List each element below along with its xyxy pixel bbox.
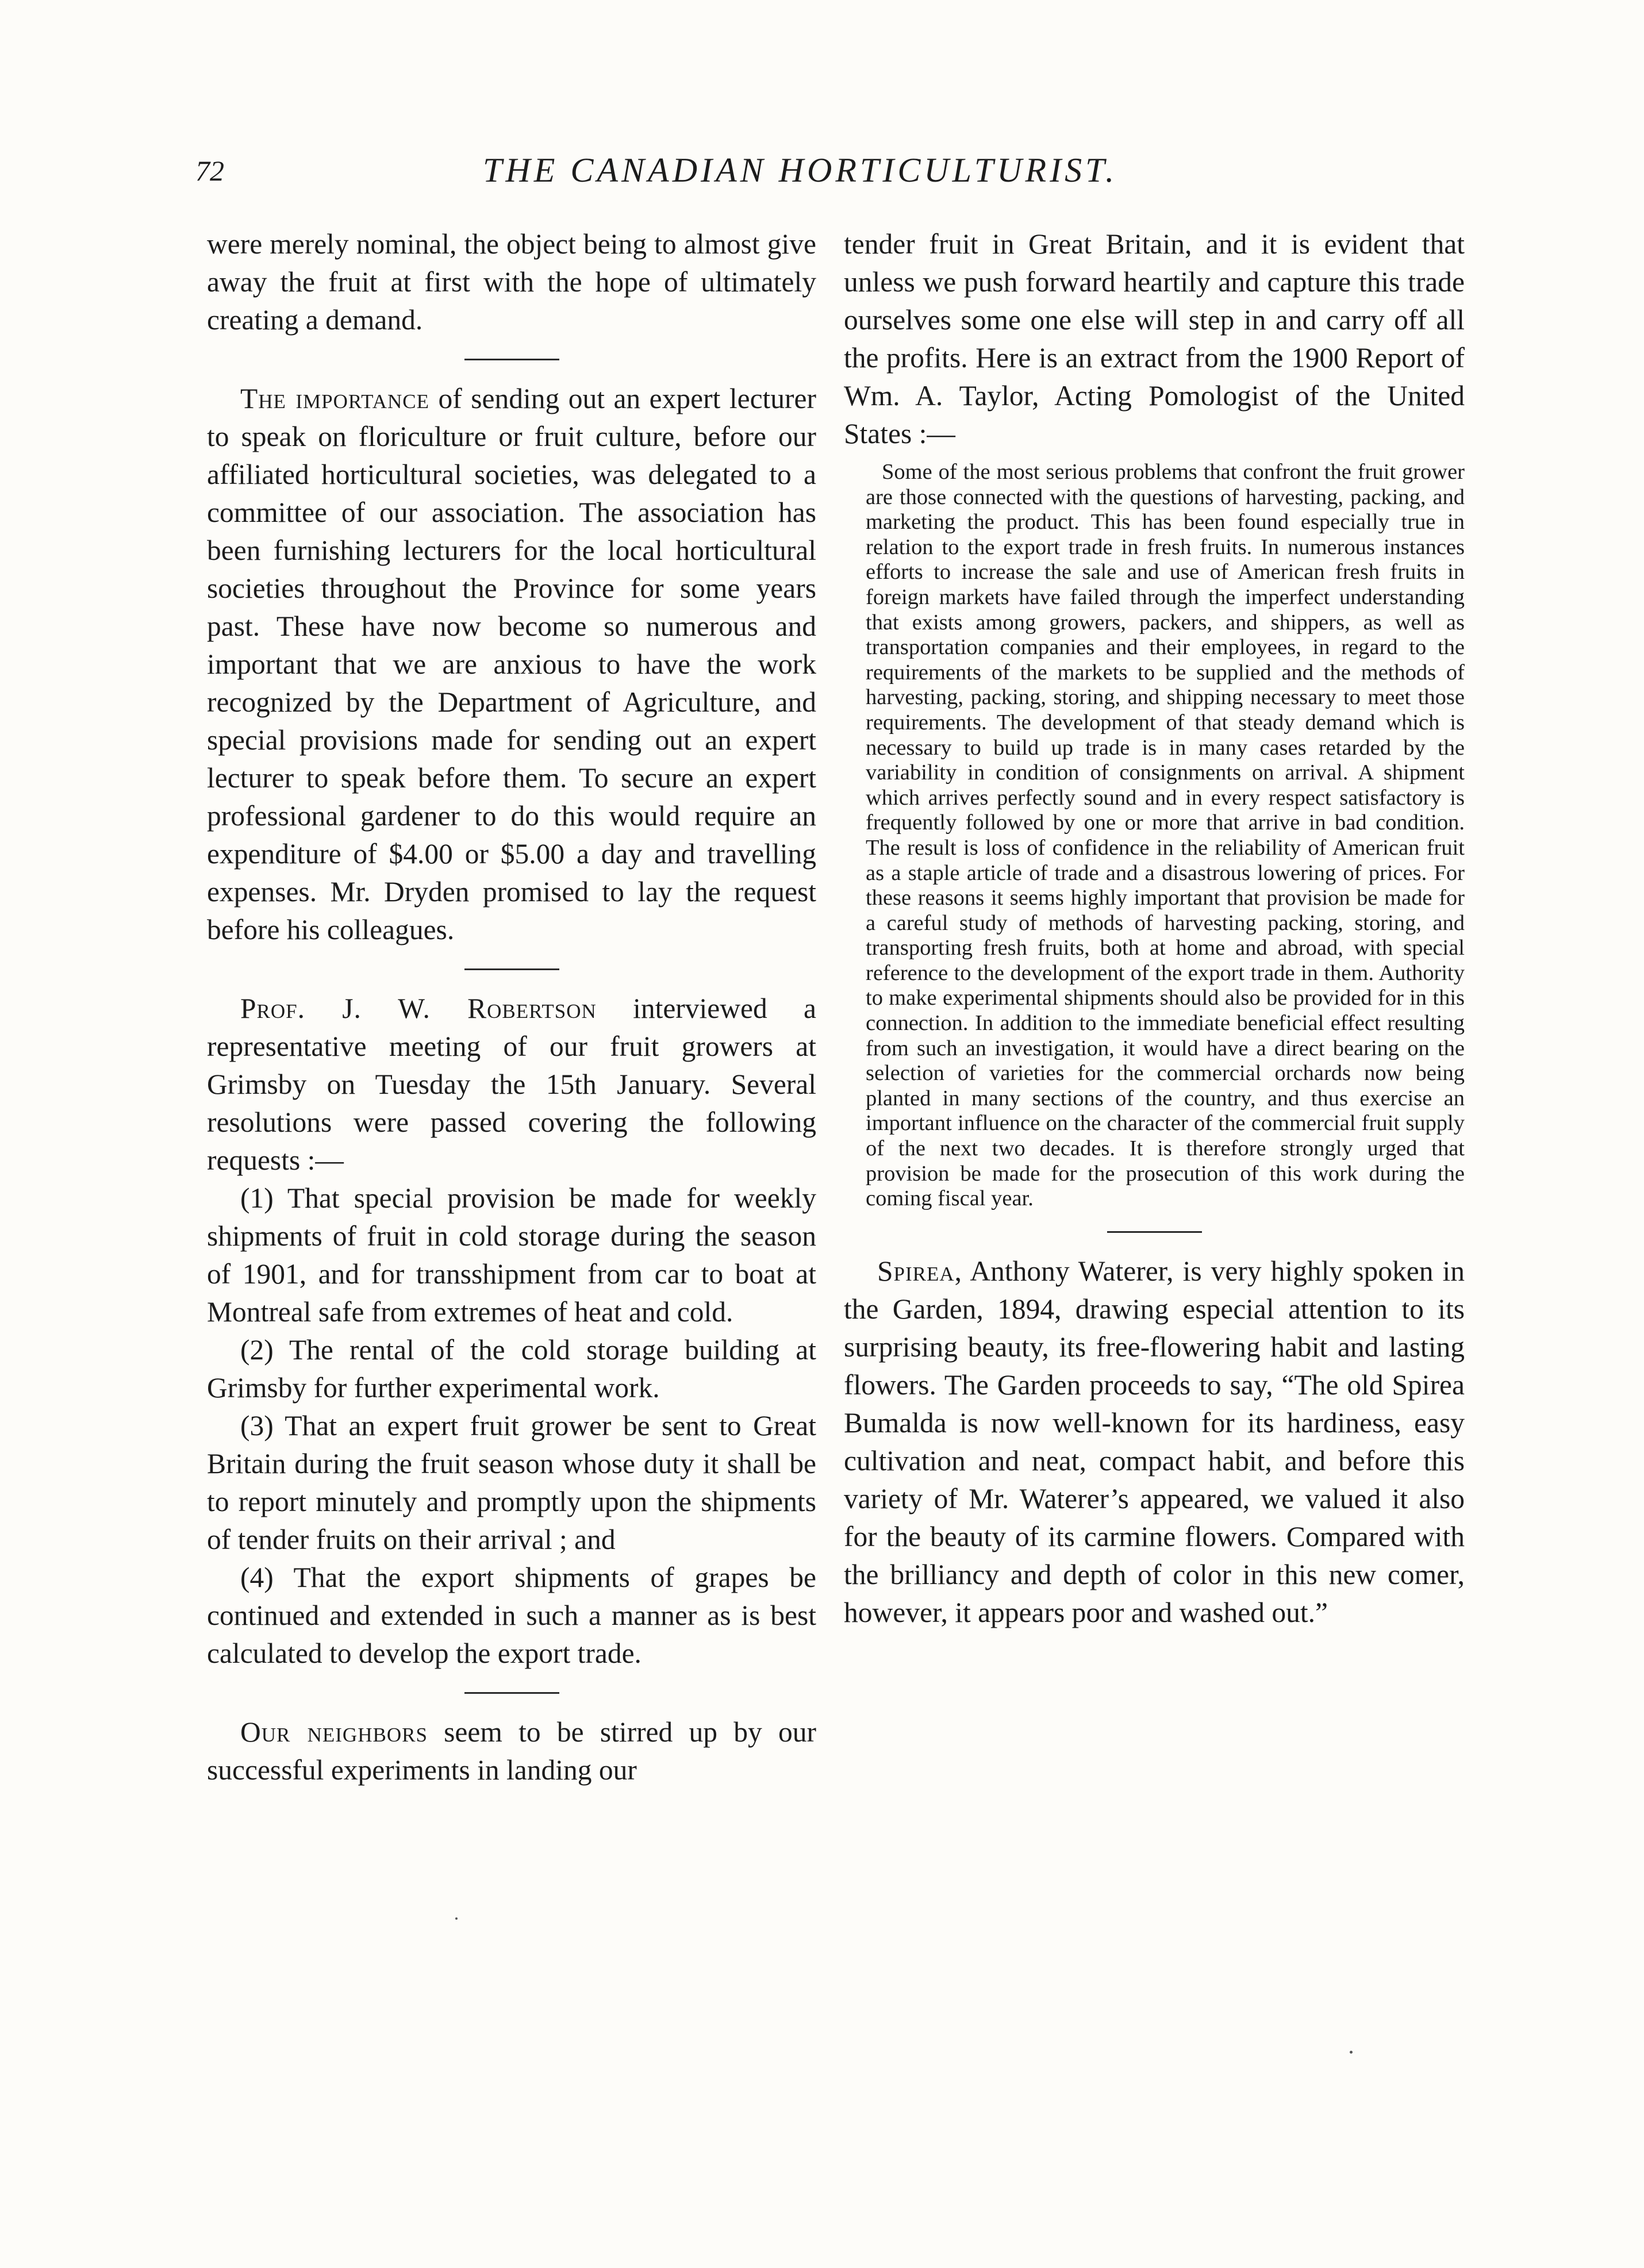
section-divider (464, 359, 559, 360)
neighbors-body: seem to be stirred up by our successful experiments in landing our (207, 1716, 816, 1786)
print-speck (455, 1917, 458, 1920)
neighbors-lead: Our neighbors (240, 1716, 428, 1748)
importance-lead: The importance (240, 383, 429, 414)
importance-paragraph (207, 380, 816, 949)
right-paragraph-continued: tender fruit in Great Britain, and it is evident that unless we push forward heartily and capture this trade ourselves some one else will step in and carry off all the profits. Here is an extract from the 1900 Report of Wm. A. Taylor, Acting Pomologist of the United States :— (844, 228, 1465, 449)
report-extract-quote: Some of the most serious problems that confront the fruit grower are those connected with the questions of harvesting, packing, and marketing the product. This has been found especially true in relation to the export trade in fresh fruits. In numerous instances efforts to increase the sale and use of American fresh fruits in foreign markets have failed through the imperfect understanding that exists among growers, packers, and shippers, as well as transportation companies and their employees, in regard to the requirements of the markets to be supplied and the methods of harvesting, packing, storing, and shipping necessary to meet those requirements. The development of that steady demand which is necessary to build up trade is in many cases retarded by the variability in condition of consignments on arrival. A shipment which arrives perfectly sound and in every respect satisfactory is frequently followed by one or more that arrive in bad condition. The result is loss of confidence in the reliability of American fruit as a staple article of trade and a disastrous lowering of prices. For these reasons it seems highly important that provision be made for a careful study of methods of harvesting packing, storing, and transporting fresh fruits, both at home and abroad, with special reference to the development of the export trade in them. Authority to make experimental shipments should also be provided for in this connection. In addition to the immediate beneficial effect resulting from such an investigation, it would have a direct bearing on the selection of varieties for the commercial orchards now being planted in many sections of the country, and thus exercise an important influence on the character of the commercial fruit supply of the next two decades. It is therefore strongly urged that provision be made for the prosecution of this work during the coming fiscal year. (866, 460, 1465, 1211)
running-title: THE CANADIAN HORTICULTURIST. (483, 151, 1118, 189)
neighbors-paragraph (207, 1713, 816, 1789)
request-item: (2) The rental of the cold storage building at Grimsby for further experimental work. (207, 1334, 816, 1404)
print-speck (1350, 2051, 1353, 2054)
left-paragraph-continued: were merely nominal, the object being to almost give away the fruit at first with the hope of ultimately creating a demand. (207, 228, 816, 336)
spirea-lead: Spirea, (877, 1255, 963, 1287)
robertson-body: interviewed a representative meeting of our fruit growers at Grimsby on Tuesday the 15th January. Several resolutions were passed covering the following requests :— (207, 993, 816, 1176)
spirea-paragraph (844, 1252, 1465, 1632)
spirea-body: Anthony Waterer, is very highly spoken in the Garden, 1894, drawing especial attention to its surprising beauty, its free-flowering habit and lasting flowers. The Garden proceeds to say, “The old Spirea Bumalda is now well-known for its hardiness, easy cultivation and neat, compact habit, and before this variety of Mr. Waterer’s appeared, we valued it also for the beauty of its carmine flowers. Compared with the brilliancy and depth of color in this new comer, however, it appears poor and washed out.” (844, 1255, 1465, 1628)
request-item: (4) That the export shipments of grapes be continued and extended in such a manner as is best calculated to develop the export trade. (207, 1562, 816, 1669)
page-number: 72 (195, 155, 224, 187)
section-divider (464, 1692, 559, 1694)
request-item: (1) That special provision be made for weekly shipments of fruit in cold storage during the season of 1901, and for transshipment from car to boat at Montreal safe from extremes of heat and cold. (207, 1182, 816, 1328)
right-column (844, 225, 1465, 1632)
section-divider (464, 968, 559, 970)
left-column (207, 225, 816, 1789)
importance-body: of sending out an expert lecturer to speak on floriculture or fruit culture, before our affiliated horticultural societies, was delegated to a committee of our association. The association has been furnishing lecturers for the local horticultural societies throughout the Province for some years past. These have now become so numerous and important that we are anxious to have the work recognized by the Department of Agriculture, and special provisions made for sending out an expert lecturer to speak before them. To secure an expert professional gardener to do this would require an expenditure of $4.00 or $5.00 a day and travelling expenses. Mr. Dryden promised to lay the request before his colleagues. (207, 383, 816, 945)
request-item: (3) That an expert fruit grower be sent to Great Britain during the fruit season whose duty it shall be to report minutely and promptly upon the shipments of tender fruits on their arrival ; and (207, 1410, 816, 1555)
robertson-paragraph (207, 990, 816, 1179)
robertson-lead: Prof. J. W. Robertson (240, 993, 597, 1024)
section-divider (1107, 1231, 1202, 1233)
